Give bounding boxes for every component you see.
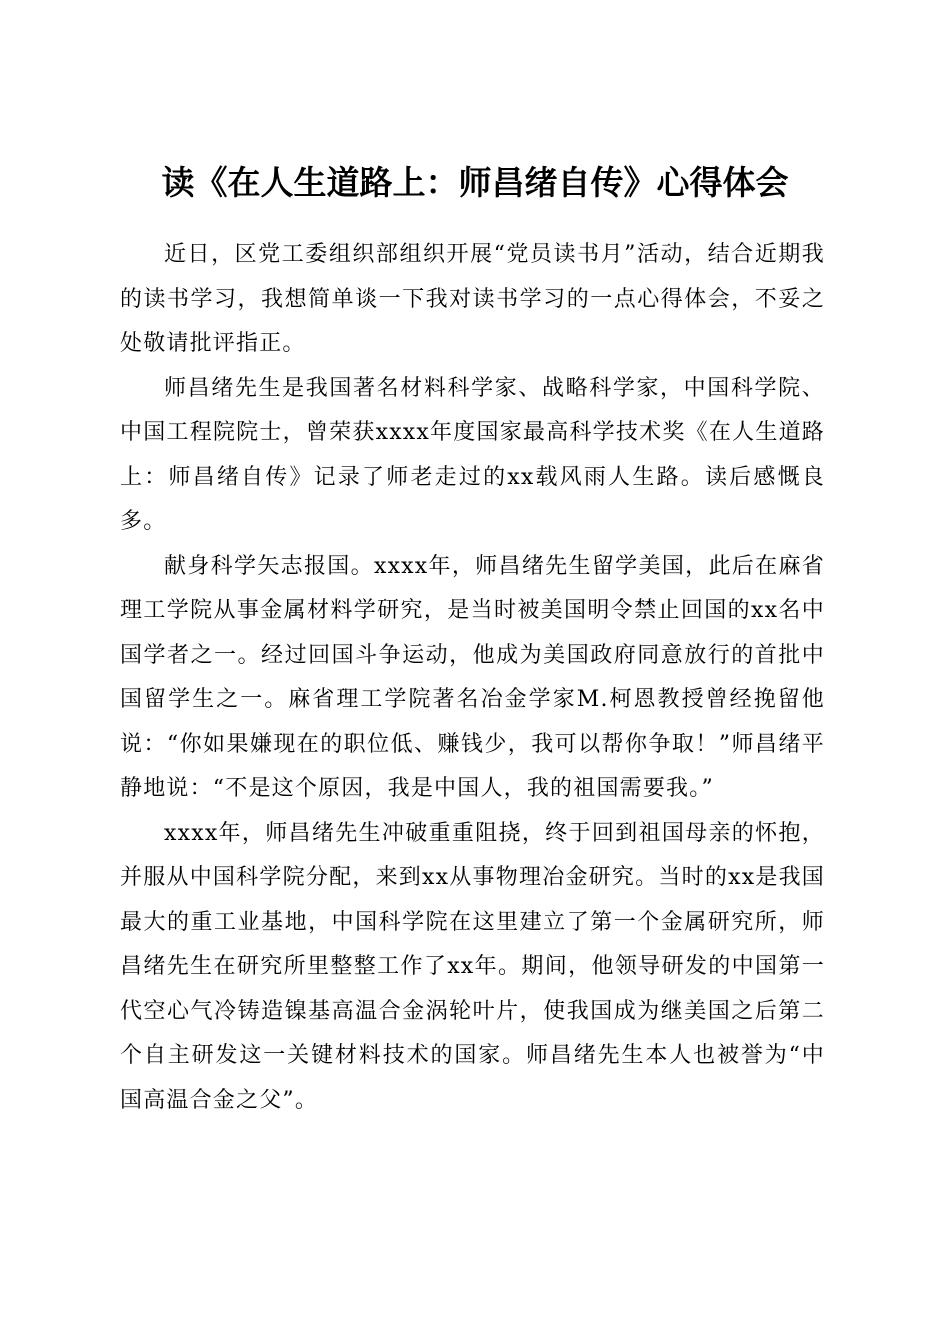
document-title: 读《在人生道路上：师昌绪自传》心得体会 [161, 163, 789, 203]
document-body [120, 233, 825, 1123]
paragraph-dedication-to-science: 献身科学矢志报国。xxxx年，师昌绪先生留学美国，此后在麻省理工学院从事金属材料学研究，是当时被美国明令禁止回国的xx名中国学者之一。经过回国斗争运动，他成为美国政府同意放行的首批中国留学生之一。麻省理工学院著名冶金学家M.柯恩教授曾经挽留他说：“你如果嫌现在的职位低、赚钱少，我可以帮你争取！”师昌绪平静地说：“不是这个原因，我是中国人，我的祖国需要我。” [120, 553, 825, 801]
paragraph-return-to-china: xxxx年，师昌绪先生冲破重重阻挠，终于回到祖国母亲的怀抱，并服从中国科学院分配，来到xx从事物理冶金研究。当时的xx是我国最大的重工业基地，中国科学院在这里建立了第一个金属研究所，师昌绪先生在研究所里整整工作了xx年。期间，他领导研发的中国第一代空心气冷铸造镍基高温合金涡轮叶片，使我国成为继美国之后第二个自主研发这一关键材料技术的国家。师昌绪先生本人也被誉为“中国高温合金之父”。 [120, 820, 825, 1113]
paragraph-intro: 近日，区党工委组织部组织开展“党员读书月”活动，结合近期我的读书学习，我想简单谈一下我对读书学习的一点心得体会，不妥之处敬请批评指正。 [120, 242, 825, 356]
paragraph-about-shi-changxu: 师昌绪先生是我国著名材料科学家、战略科学家，中国科学院、中国工程院院士，曾荣获xxxx年度国家最高科学技术奖《在人生道路上：师昌绪自传》记录了师老走过的xx载风雨人生路。读后感慨良多。 [120, 375, 825, 534]
